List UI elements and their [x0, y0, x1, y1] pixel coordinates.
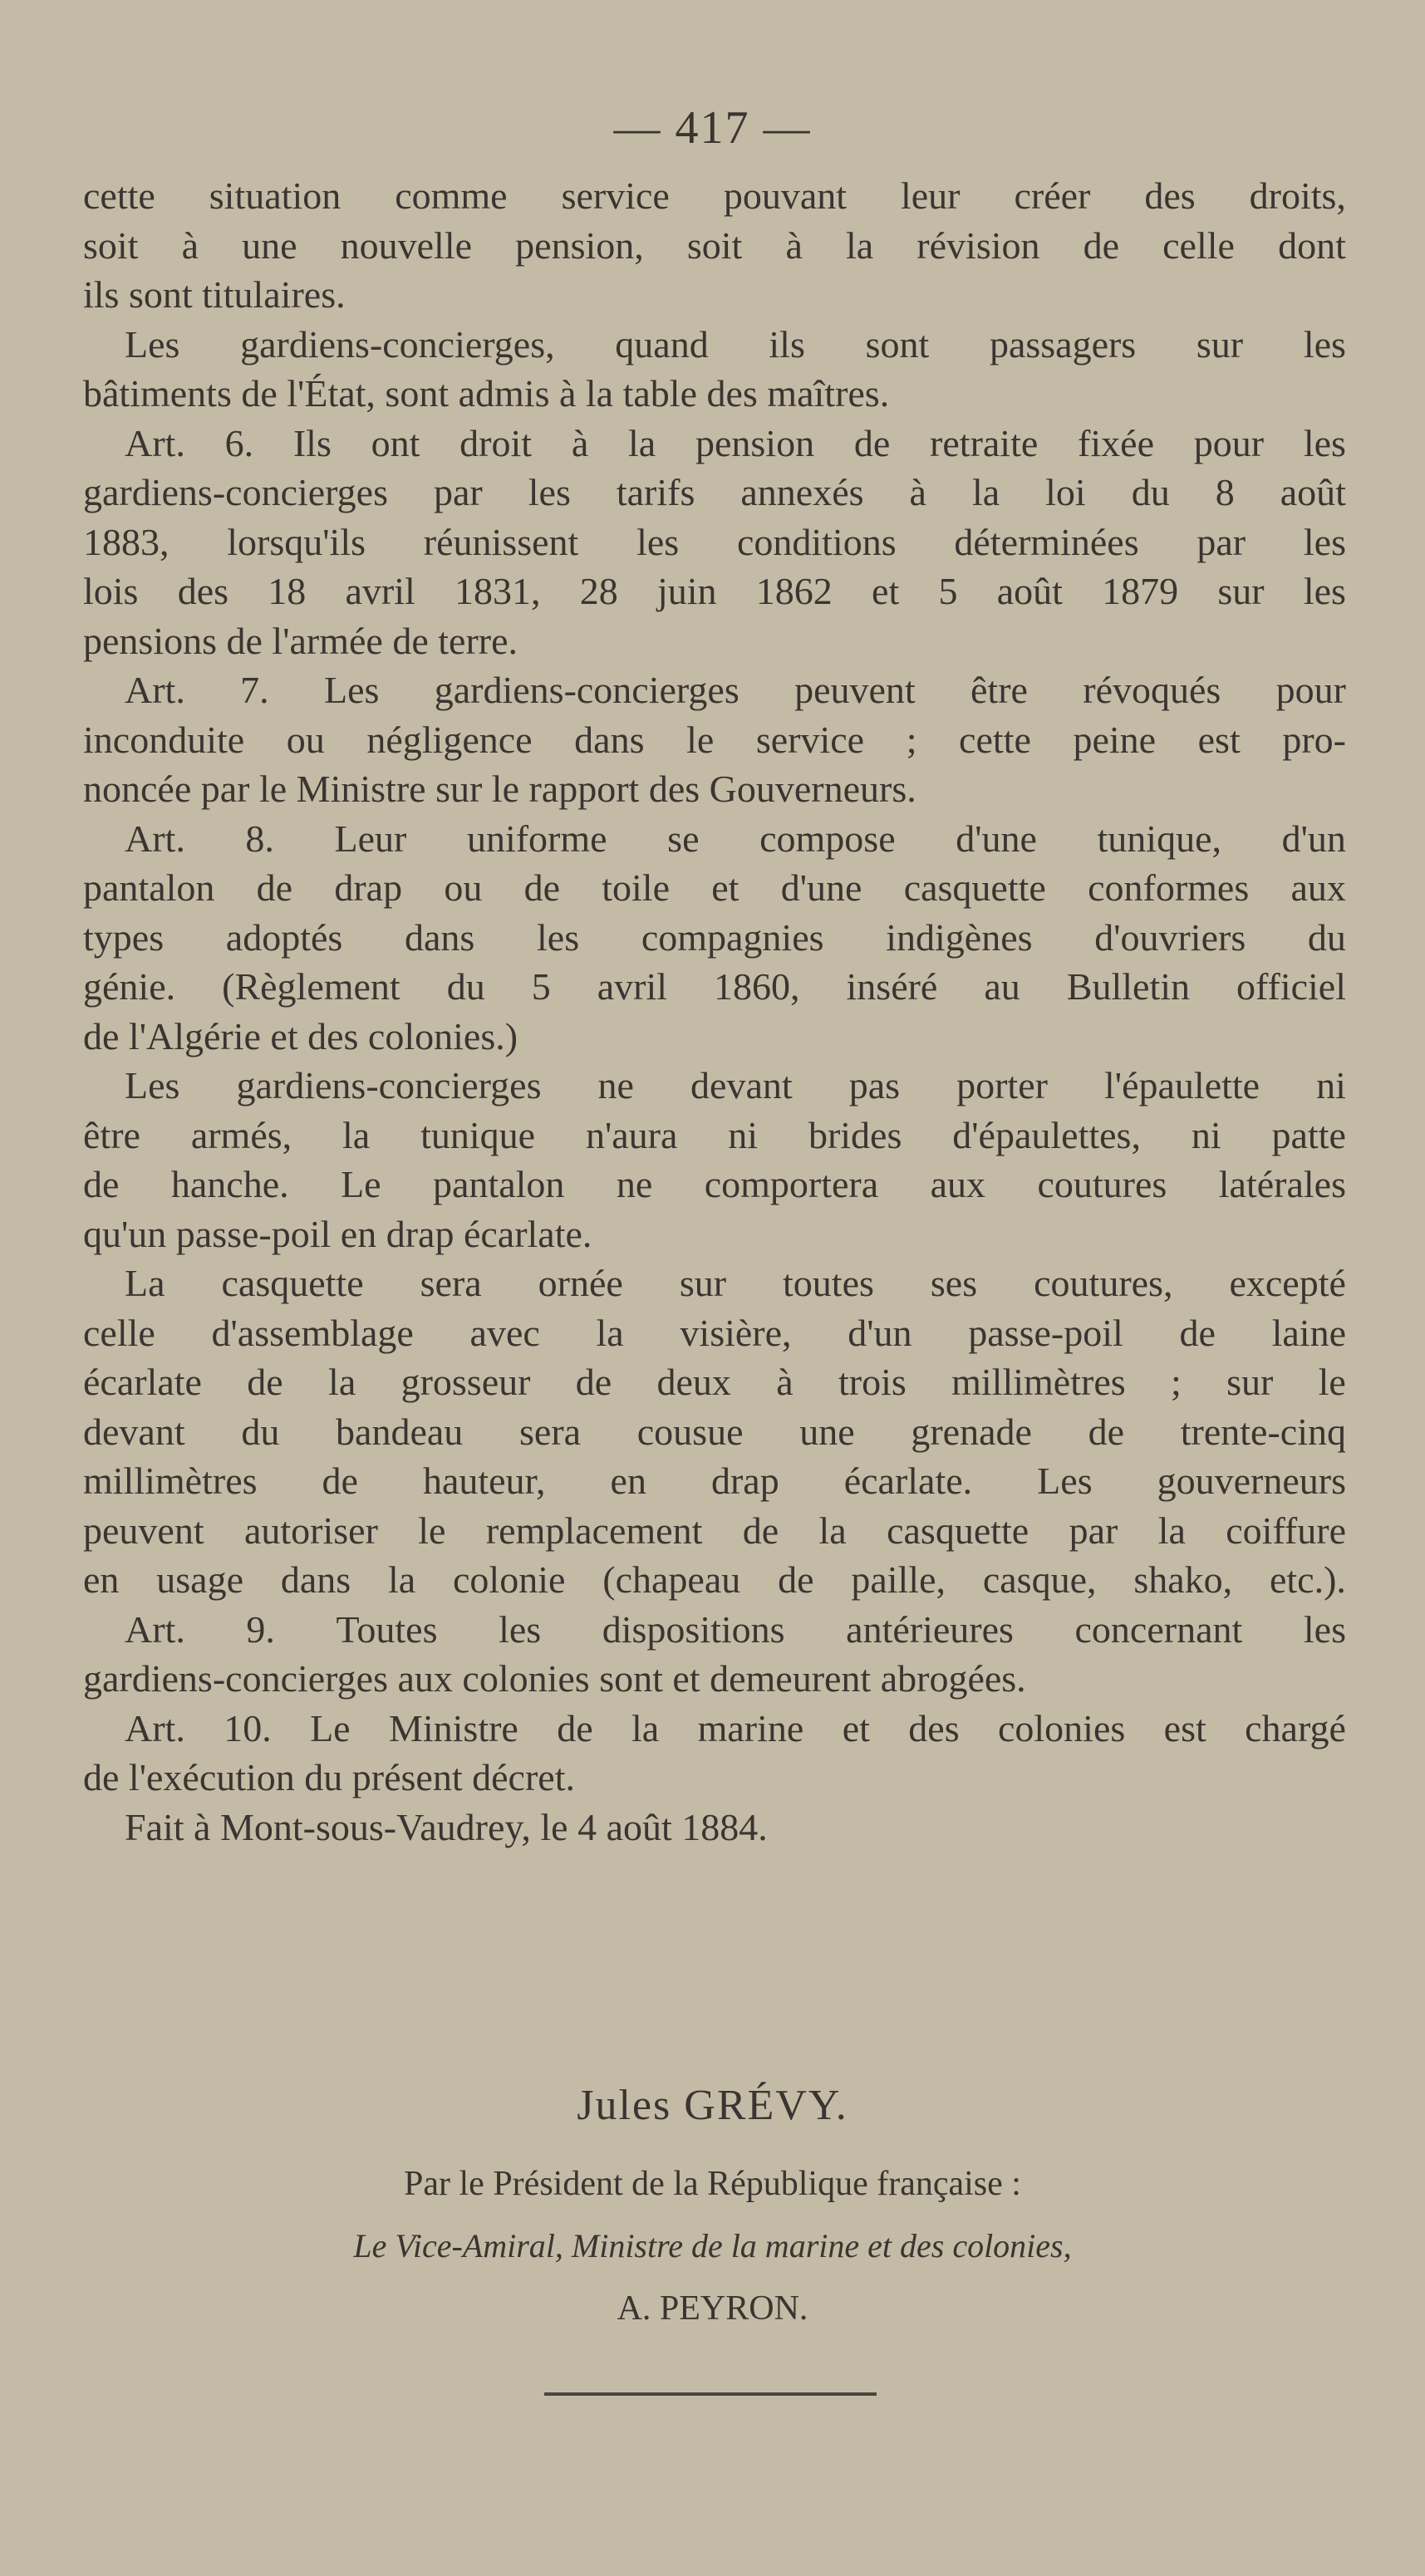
- text-line: La casquette sera ornée sur toutes ses coutures, excepté: [125, 1262, 1346, 1304]
- text-line: Art. 8. Leur uniforme se compose d'une tunique, d'un: [125, 817, 1346, 860]
- text-line: soit à une nouvelle pension, soit à la révision de celle dont: [83, 223, 1346, 267]
- text-line: celle d'assemblage avec la visière, d'un passe-poil de laine: [83, 1311, 1346, 1354]
- text-line: types adoptés dans les compagnies indigènes d'ouvriers du: [83, 915, 1346, 959]
- text-line: Les gardiens-concierges ne devant pas porter l'épaulette ni: [125, 1064, 1346, 1106]
- text-line: être armés, la tunique n'aura ni brides d'épaulettes, ni patte: [83, 1113, 1346, 1156]
- text-line: pensions de l'armée de terre.: [83, 619, 518, 662]
- text-line: ils sont titulaires.: [83, 273, 346, 316]
- text-line: lois des 18 avril 1831, 28 juin 1862 et 5 août 1879 sur les: [83, 570, 1346, 612]
- text-line: 1883, lorsqu'ils réunissent les conditions déterminées par les: [83, 520, 1346, 563]
- body-text: [83, 171, 1346, 1852]
- text-line: millimètres de hauteur, en drap écarlate. Les gouverneurs: [83, 1460, 1346, 1502]
- text-line: Les gardiens-concierges, quand ils sont passagers sur les: [125, 322, 1346, 366]
- text-line: cette situation comme service pouvant leur créer des droits,: [83, 174, 1346, 217]
- closing-rule: [544, 2392, 877, 2396]
- text-line: de hanche. Le pantalon ne comportera aux coutures latérales: [83, 1163, 1346, 1205]
- text-line: noncée par le Ministre sur le rapport des Gouverneurs.: [83, 768, 916, 810]
- text-line: gardiens-concierges par les tarifs annexés à la loi du 8 août: [83, 471, 1346, 513]
- text-line: pantalon de drap ou de toile et d'une casquette conformes aux: [83, 866, 1346, 909]
- text-line: devant du bandeau sera cousue une grenade de trente-cinq: [83, 1410, 1346, 1453]
- text-line: inconduite ou négligence dans le service ; cette peine est pro-: [83, 718, 1346, 761]
- signature-vice-admiral-line: Le Vice-Amiral, Ministre de la marine et des colonies,: [353, 2227, 1072, 2264]
- text-line: Art. 10. Le Ministre de la marine et des colonies est chargé: [125, 1706, 1346, 1749]
- text-line: écarlate de la grosseur de deux à trois millimètres ; sur le: [83, 1361, 1346, 1403]
- text-line: Art. 6. Ils ont droit à la pension de retraite fixée pour les: [125, 421, 1346, 464]
- text-line: bâtiments de l'État, sont admis à la table des maîtres.: [83, 372, 890, 415]
- text-line: Art. 9. Toutes les dispositions antérieures concernant les: [125, 1607, 1346, 1651]
- signature-jules-grevy: Jules GRÉVY.: [577, 2082, 848, 2129]
- text-line: qu'un passe-poil en drap écarlate.: [83, 1212, 592, 1255]
- text-line: peuvent autoriser le remplacement de la casquette par la coiffure: [83, 1509, 1346, 1552]
- text-line: en usage dans la colonie (chapeau de paille, casque, shako, etc.).: [83, 1558, 1346, 1601]
- text-line: Fait à Mont-sous-Vaudrey, le 4 août 1884.: [125, 1805, 768, 1848]
- signature-minister-name: A. PEYRON.: [617, 2289, 808, 2328]
- text-line: de l'exécution du présent décret.: [83, 1756, 575, 1798]
- text-line: Art. 7. Les gardiens-concierges peuvent être révoqués pour: [125, 669, 1346, 711]
- text-line: génie. (Règlement du 5 avril 1860, inséré au Bulletin officiel: [83, 965, 1346, 1008]
- text-line: gardiens-concierges aux colonies sont et demeurent abrogées.: [83, 1657, 1026, 1700]
- page-number: — 417 —: [613, 102, 812, 154]
- signature-president-line: Par le Président de la République française :: [404, 2165, 1021, 2203]
- text-line: de l'Algérie et des colonies.): [83, 1014, 518, 1057]
